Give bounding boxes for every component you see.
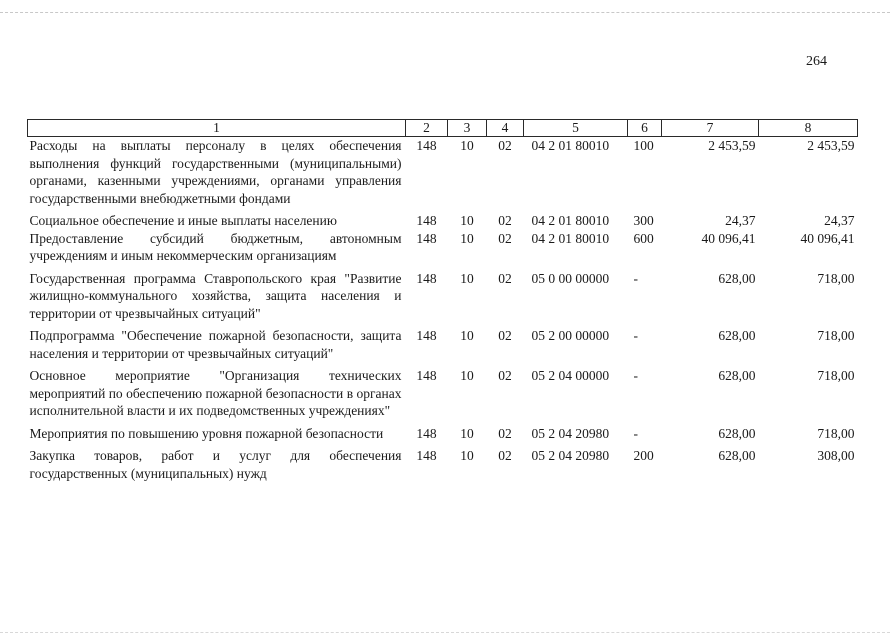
table-row: [28, 447, 858, 482]
section-code: 10: [460, 368, 474, 383]
expense-name: Социальное обеспечение и иные выплаты населению: [29, 213, 337, 228]
amount-year-1: 628,00: [718, 368, 756, 383]
scan-bottom-edge: [0, 632, 890, 633]
table-row: [28, 327, 858, 362]
amount-year-1: 24,37: [725, 213, 756, 228]
amount-year-2: 308,00: [817, 448, 855, 463]
table-row: [28, 212, 858, 230]
amount-year-2: 40 096,41: [800, 230, 855, 246]
column-header: 4: [487, 120, 524, 137]
column-header: 7: [662, 120, 759, 137]
ministry-code: 148: [416, 230, 437, 246]
expense-name: Государственная программа Ставропольского края "Развитие жилищно-коммунального хозяйства, защита населения и территории от чрезвычайных ситуаций": [29, 270, 402, 321]
ministry-code: 148: [416, 138, 437, 153]
section-code: 10: [460, 448, 474, 463]
expense-type-code: 600: [633, 230, 654, 246]
expense-name: Расходы на выплаты персоналу в целях обеспечения выполнения функций государственными (муниципальными) органами, казенными учреждениями, органами управления государственными внебюджетными фондами: [29, 138, 402, 206]
amount-year-2: 718,00: [817, 270, 855, 286]
target-article-code: 04 2 01 80010: [531, 213, 610, 228]
table-row: [28, 367, 858, 420]
amount-year-1: 2 453,59: [708, 138, 756, 153]
target-article-code: 04 2 01 80010: [531, 138, 610, 153]
target-article-code: 04 2 01 80010: [531, 230, 610, 246]
target-article-code: 05 2 00 00000: [531, 328, 610, 343]
subsection-code: 02: [498, 213, 512, 228]
expense-type-code: -: [633, 328, 638, 343]
column-header: 6: [628, 120, 662, 137]
expense-name: Предоставление субсидий бюджетным, автономным учреждениям и иным некоммерческим организациям: [29, 230, 402, 263]
section-code: 10: [460, 270, 474, 286]
column-header: 1: [28, 120, 406, 137]
expense-type-code: -: [633, 425, 638, 441]
target-article-code: 05 2 04 00000: [531, 368, 610, 383]
section-code: 10: [460, 138, 474, 153]
expense-type-code: 300: [633, 213, 654, 228]
subsection-code: 02: [498, 230, 512, 246]
page-number: 264: [806, 54, 827, 69]
subsection-code: 02: [498, 270, 512, 286]
expense-type-code: 100: [633, 138, 654, 153]
amount-year-1: 628,00: [718, 328, 756, 343]
amount-year-2: 718,00: [817, 425, 855, 441]
target-article-code: 05 2 04 20980: [531, 448, 610, 463]
section-code: 10: [460, 230, 474, 246]
ministry-code: 148: [416, 213, 437, 228]
section-code: 10: [460, 425, 474, 441]
amount-year-1: 40 096,41: [701, 230, 756, 246]
budget-table: [27, 119, 858, 482]
column-header: 3: [448, 120, 487, 137]
expense-name: Закупка товаров, работ и услуг для обеспечения государственных (муниципальных) нужд: [29, 448, 402, 481]
target-article-code: 05 0 00 00000: [531, 270, 610, 286]
expense-type-code: -: [633, 270, 638, 286]
column-header: 2: [406, 120, 448, 137]
table-row: [28, 270, 858, 323]
column-numbers-row: [28, 120, 858, 137]
table-row: [28, 137, 858, 208]
column-header: 5: [524, 120, 628, 137]
expense-name: Основное мероприятие "Организация технических мероприятий по обеспечению пожарной безопасности в органах исполнительной власти и их подведомственных учреждениях": [29, 368, 402, 418]
amount-year-1: 628,00: [718, 448, 756, 463]
expense-name: Подпрограмма "Обеспечение пожарной безопасности, защита населения и территории от чрезвычайных ситуаций": [29, 328, 402, 361]
section-code: 10: [460, 328, 474, 343]
column-header: 8: [759, 120, 858, 137]
ministry-code: 148: [416, 270, 437, 286]
section-code: 10: [460, 213, 474, 228]
expense-name: Мероприятия по повышению уровня пожарной безопасности: [29, 425, 384, 441]
subsection-code: 02: [498, 368, 512, 383]
table-row: [28, 425, 858, 443]
expense-type-code: 200: [633, 448, 654, 463]
subsection-code: 02: [498, 138, 512, 153]
ministry-code: 148: [416, 425, 437, 441]
ministry-code: 148: [416, 328, 437, 343]
target-article-code: 05 2 04 20980: [531, 425, 610, 441]
scan-top-edge: [0, 12, 890, 13]
ministry-code: 148: [416, 448, 437, 463]
amount-year-2: 24,37: [824, 213, 855, 228]
subsection-code: 02: [498, 425, 512, 441]
ministry-code: 148: [416, 368, 437, 383]
amount-year-1: 628,00: [718, 425, 756, 441]
expense-type-code: -: [633, 368, 638, 383]
subsection-code: 02: [498, 448, 512, 463]
amount-year-2: 2 453,59: [807, 138, 855, 153]
amount-year-2: 718,00: [817, 368, 855, 383]
amount-year-1: 628,00: [718, 270, 756, 286]
subsection-code: 02: [498, 328, 512, 343]
amount-year-2: 718,00: [817, 328, 855, 343]
table-row: [28, 230, 858, 265]
